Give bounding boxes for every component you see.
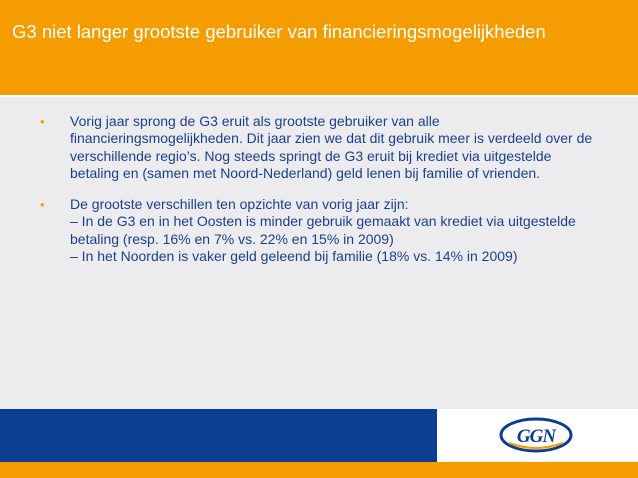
bullet-text: De grootste verschillen ten opzichte van vorig jaar zijn:: [70, 196, 409, 213]
bullet-subline: – In het Noorden is vaker geld geleend bij familie (18% vs. 14% in 2009): [70, 248, 518, 265]
footer-blue-band: [0, 409, 437, 462]
header-band: [0, 0, 638, 95]
header-divider: [0, 95, 638, 97]
logo-text: GGN: [516, 426, 556, 447]
ggn-logo: [499, 417, 573, 453]
bullet-item: [40, 113, 600, 182]
bullet-marker: •: [40, 114, 45, 129]
bullet-marker: •: [40, 197, 45, 213]
bullet-subline: – In de G3 en in het Oosten is minder gebruik gemaakt van krediet via uitgestelde betaling (resp. 16% en 7% vs. 22% en 15% in 2009): [70, 213, 576, 247]
bullet-text: Vorig jaar sprong de G3 eruit als grootste gebruiker van alle financieringsmogelijkheden. Dit jaar zien we dat dit gebruik meer is verdeeld over de verschillende regio’s. Nog steeds springt de G3 eruit bij krediet via uitgestelde betaling en (samen met Noord-Nederland) geld lenen bij familie of vrienden.: [70, 113, 593, 181]
slide-content: [40, 113, 600, 279]
slide-title: G3 niet langer grootste gebruiker van financieringsmogelijkheden: [12, 21, 546, 42]
footer-orange-strip: [0, 462, 638, 478]
bullet-item: [40, 196, 600, 265]
